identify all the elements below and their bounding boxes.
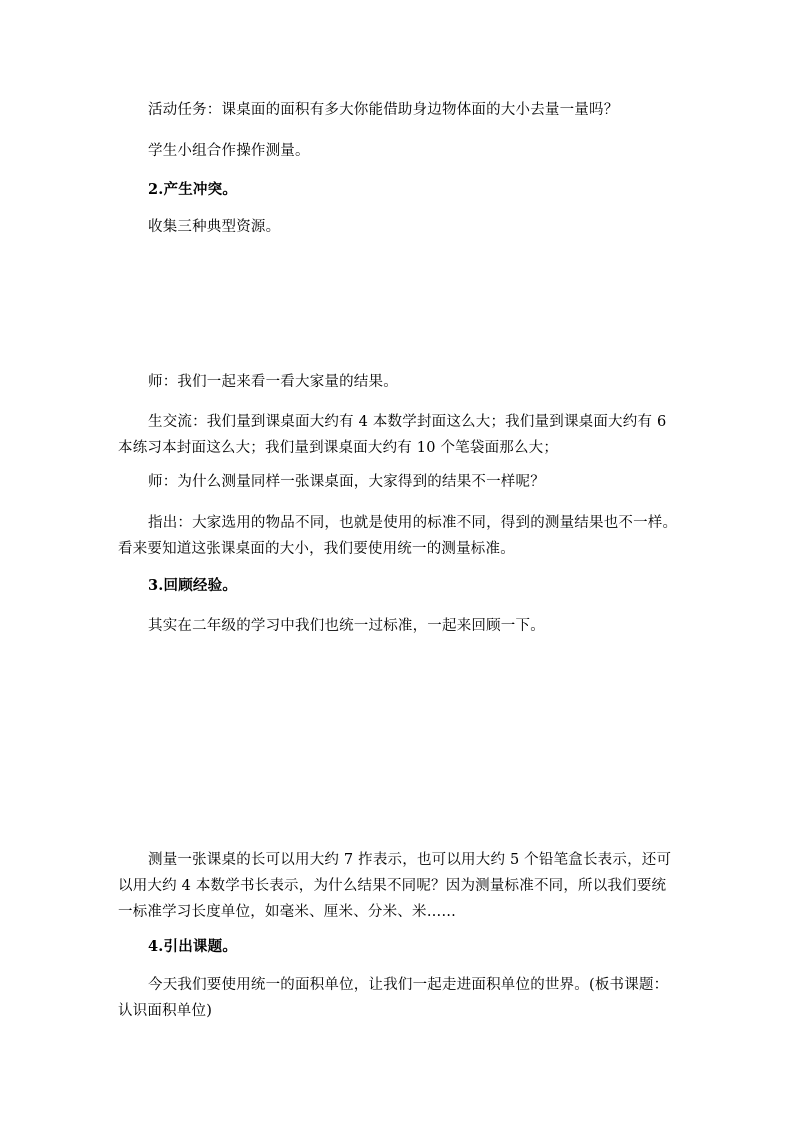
measure-desk-paragraph: 测量一张课桌的长可以用大约 7 拃表示，也可以用大约 5 个铅笔盒长表示，还可以用大约 4 本数学书长表示，为什么结果不同呢？因为测量标准不同，所以我们要统一标准学习长度单位，如毫米、厘米、分米、米……: [118, 852, 672, 920]
review-intro-paragraph: 其实在二年级的学习中我们也统一过标准，一起来回顾一下。: [148, 618, 545, 634]
topic-intro-paragraph: 今天我们要使用统一的面积单位，让我们一起走进面积单位的世界。(板书课题：认识面积单位): [118, 977, 669, 1019]
point-out-paragraph: 指出：大家选用的物品不同，也就是使用的标准不同，得到的测量结果也不一样。看来要知道这张课桌面的大小，我们要使用统一的测量标准。: [118, 515, 678, 557]
section-heading-conflict: 2.产生冲突。: [148, 181, 238, 198]
group-measure-paragraph: 学生小组合作操作测量。: [148, 143, 310, 159]
section-heading-review: 3.回顾经验。: [148, 577, 238, 594]
activity-task-paragraph: 活动任务：课桌面的面积有多大你能借助身边物体面的大小去量一量吗？: [148, 102, 619, 118]
teacher-question-paragraph: 师：为什么测量同样一张课桌面，大家得到的结果不一样呢？: [148, 474, 545, 490]
collect-resources-paragraph: 收集三种典型资源。: [148, 219, 281, 235]
teacher-look-results-paragraph: 师：我们一起来看一看大家量的结果。: [148, 374, 398, 390]
student-exchange-paragraph: 生交流：我们量到课桌面大约有 4 本数学封面这么大；我们量到课桌面大约有 6 本练习本封面这么大；我们量到课桌面大约有 10 个笔袋面那么大；: [118, 414, 667, 456]
section-heading-topic: 4.引出课题。: [148, 938, 238, 955]
